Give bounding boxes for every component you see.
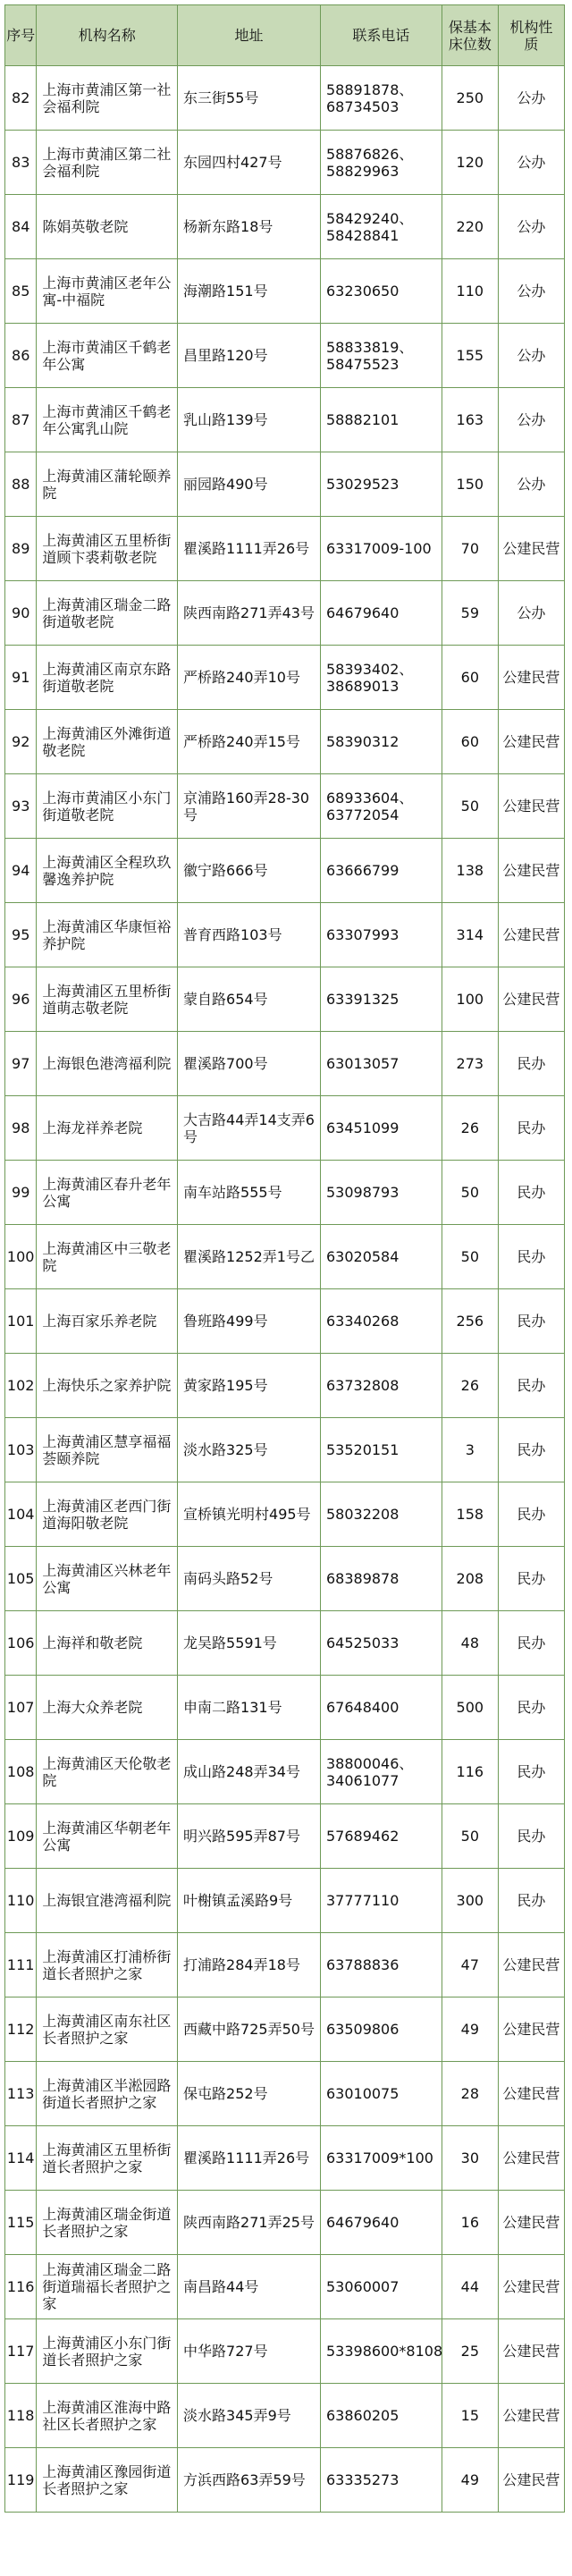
- cell-type: 民办: [498, 1354, 564, 1418]
- cell-phone: 37777110: [320, 1869, 442, 1933]
- cell-address: 严桥路240弄15号: [178, 710, 321, 774]
- cell-beds: 50: [442, 1804, 498, 1869]
- cell-phone: 63732808: [320, 1354, 442, 1418]
- cell-type: 公办: [498, 581, 564, 646]
- cell-address: 淡水路325号: [178, 1418, 321, 1482]
- cell-name: 上海黄浦区瑞金二路街道敬老院: [37, 581, 178, 646]
- cell-phone: 63340268: [320, 1289, 442, 1354]
- cell-beds: 70: [442, 517, 498, 581]
- cell-name: 上海黄浦区五里桥街道长者照护之家: [37, 2126, 178, 2191]
- table-row: [5, 388, 565, 452]
- cell-address: 普育西路103号: [178, 903, 321, 967]
- cell-beds: 155: [442, 324, 498, 388]
- cell-address: 蒙自路654号: [178, 967, 321, 1032]
- cell-address: 瞿溪路700号: [178, 1032, 321, 1096]
- cell-no: 94: [5, 839, 37, 903]
- cell-type: 民办: [498, 1289, 564, 1354]
- table-row: [5, 1869, 565, 1933]
- cell-name: 上海黄浦区豫园街道长者照护之家: [37, 2448, 178, 2513]
- cell-name: 上海龙祥养老院: [37, 1096, 178, 1161]
- cell-type: 民办: [498, 1161, 564, 1225]
- cell-type: 民办: [498, 1869, 564, 1933]
- cell-type: 民办: [498, 1804, 564, 1869]
- cell-name: 上海黄浦区天伦敬老院: [37, 1740, 178, 1804]
- table-row: [5, 517, 565, 581]
- cell-address: 申南二路131号: [178, 1676, 321, 1740]
- cell-address: 瞿溪路1111弄26号: [178, 517, 321, 581]
- table-row: [5, 1547, 565, 1611]
- cell-phone: 63317009-100: [320, 517, 442, 581]
- cell-no: 103: [5, 1418, 37, 1482]
- cell-address: 黄家路195号: [178, 1354, 321, 1418]
- cell-name: 上海黄浦区打浦桥街道长者照护之家: [37, 1933, 178, 1997]
- table-row: [5, 1096, 565, 1161]
- cell-no: 102: [5, 1354, 37, 1418]
- cell-beds: 26: [442, 1354, 498, 1418]
- cell-beds: 50: [442, 774, 498, 839]
- cell-phone: 58393402、38689013: [320, 646, 442, 710]
- cell-phone: 58429240、58428841: [320, 195, 442, 259]
- cell-phone: 68933604、63772054: [320, 774, 442, 839]
- cell-beds: 110: [442, 259, 498, 324]
- cell-type: 公办: [498, 66, 564, 131]
- table-row: [5, 774, 565, 839]
- cell-name: 上海市黄浦区千鹤老年公寓: [37, 324, 178, 388]
- cell-address: 陕西南路271弄25号: [178, 2191, 321, 2255]
- cell-no: 92: [5, 710, 37, 774]
- cell-name: 上海黄浦区华康恒裕养护院: [37, 903, 178, 967]
- cell-no: 89: [5, 517, 37, 581]
- cell-beds: 28: [442, 2062, 498, 2126]
- cell-beds: 50: [442, 1161, 498, 1225]
- cell-name: 上海黄浦区外滩街道敬老院: [37, 710, 178, 774]
- cell-phone: 63010075: [320, 2062, 442, 2126]
- cell-phone: 58891878、68734503: [320, 66, 442, 131]
- table-row: [5, 710, 565, 774]
- cell-type: 公建民营: [498, 2448, 564, 2513]
- cell-phone: 63666799: [320, 839, 442, 903]
- cell-address: 丽园路490号: [178, 452, 321, 517]
- cell-phone: 63307993: [320, 903, 442, 967]
- cell-beds: 273: [442, 1032, 498, 1096]
- cell-phone: 38800046、34061077: [320, 1740, 442, 1804]
- table-row: [5, 903, 565, 967]
- cell-beds: 49: [442, 1997, 498, 2062]
- cell-beds: 314: [442, 903, 498, 967]
- table-row: [5, 195, 565, 259]
- header-address: 地址: [178, 5, 321, 66]
- cell-no: 91: [5, 646, 37, 710]
- cell-address: 杨新东路18号: [178, 195, 321, 259]
- cell-name: 陈娟英敬老院: [37, 195, 178, 259]
- cell-no: 107: [5, 1676, 37, 1740]
- cell-address: 鲁班路499号: [178, 1289, 321, 1354]
- table-row: [5, 1032, 565, 1096]
- cell-name: 上海黄浦区小东门街道长者照护之家: [37, 2319, 178, 2384]
- cell-phone: 63317009*100: [320, 2126, 442, 2191]
- cell-name: 上海黄浦区春升老年公寓: [37, 1161, 178, 1225]
- cell-name: 上海黄浦区蒲轮颐养院: [37, 452, 178, 517]
- cell-phone: 53398600*8108: [320, 2319, 442, 2384]
- cell-type: 民办: [498, 1740, 564, 1804]
- cell-beds: 3: [442, 1418, 498, 1482]
- cell-name: 上海市黄浦区小东门街道敬老院: [37, 774, 178, 839]
- cell-address: 明兴路595弄87号: [178, 1804, 321, 1869]
- cell-address: 瞿溪路1111弄26号: [178, 2126, 321, 2191]
- cell-type: 民办: [498, 1096, 564, 1161]
- cell-type: 公建民营: [498, 2126, 564, 2191]
- cell-no: 95: [5, 903, 37, 967]
- cell-phone: 57689462: [320, 1804, 442, 1869]
- cell-beds: 208: [442, 1547, 498, 1611]
- cell-address: 打浦路284弄18号: [178, 1933, 321, 1997]
- cell-type: 民办: [498, 1676, 564, 1740]
- cell-name: 上海黄浦区老西门街道海阳敬老院: [37, 1482, 178, 1547]
- cell-no: 111: [5, 1933, 37, 1997]
- cell-beds: 300: [442, 1869, 498, 1933]
- table-row: [5, 967, 565, 1032]
- table-body: [5, 66, 565, 2513]
- cell-no: 108: [5, 1740, 37, 1804]
- cell-no: 116: [5, 2255, 37, 2319]
- cell-beds: 25: [442, 2319, 498, 2384]
- cell-address: 海潮路151号: [178, 259, 321, 324]
- cell-beds: 47: [442, 1933, 498, 1997]
- cell-no: 105: [5, 1547, 37, 1611]
- cell-beds: 120: [442, 131, 498, 195]
- cell-address: 瞿溪路1252弄1号乙: [178, 1225, 321, 1289]
- cell-name: 上海祥和敬老院: [37, 1611, 178, 1676]
- cell-type: 公建民营: [498, 839, 564, 903]
- cell-phone: 53029523: [320, 452, 442, 517]
- cell-address: 南昌路44号: [178, 2255, 321, 2319]
- cell-beds: 150: [442, 452, 498, 517]
- cell-no: 119: [5, 2448, 37, 2513]
- cell-phone: 63391325: [320, 967, 442, 1032]
- cell-address: 东园四村427号: [178, 131, 321, 195]
- cell-beds: 220: [442, 195, 498, 259]
- cell-no: 97: [5, 1032, 37, 1096]
- cell-name: 上海黄浦区瑞金街道长者照护之家: [37, 2191, 178, 2255]
- table-row: [5, 1482, 565, 1547]
- cell-no: 104: [5, 1482, 37, 1547]
- cell-beds: 15: [442, 2384, 498, 2448]
- cell-no: 106: [5, 1611, 37, 1676]
- cell-type: 公办: [498, 388, 564, 452]
- cell-beds: 50: [442, 1225, 498, 1289]
- cell-phone: 63335273: [320, 2448, 442, 2513]
- cell-name: 上海黄浦区瑞金二路街道瑞福长者照护之家: [37, 2255, 178, 2319]
- cell-no: 113: [5, 2062, 37, 2126]
- cell-beds: 44: [442, 2255, 498, 2319]
- cell-type: 民办: [498, 1611, 564, 1676]
- table-row: [5, 1418, 565, 1482]
- cell-beds: 30: [442, 2126, 498, 2191]
- cell-phone: 53520151: [320, 1418, 442, 1482]
- table-row: [5, 324, 565, 388]
- cell-name: 上海黄浦区南东社区长者照护之家: [37, 1997, 178, 2062]
- table-row: [5, 1225, 565, 1289]
- cell-phone: 53098793: [320, 1161, 442, 1225]
- cell-type: 公办: [498, 131, 564, 195]
- cell-beds: 100: [442, 967, 498, 1032]
- cell-no: 86: [5, 324, 37, 388]
- cell-type: 公办: [498, 195, 564, 259]
- cell-beds: 116: [442, 1740, 498, 1804]
- cell-address: 保屯路252号: [178, 2062, 321, 2126]
- cell-type: 公建民营: [498, 710, 564, 774]
- table-row: [5, 581, 565, 646]
- cell-name: 上海银色港湾福利院: [37, 1032, 178, 1096]
- table-row: [5, 131, 565, 195]
- cell-type: 公建民营: [498, 1997, 564, 2062]
- table-row: [5, 259, 565, 324]
- cell-beds: 500: [442, 1676, 498, 1740]
- cell-no: 90: [5, 581, 37, 646]
- cell-no: 110: [5, 1869, 37, 1933]
- cell-name: 上海市黄浦区第一社会福利院: [37, 66, 178, 131]
- cell-phone: 58390312: [320, 710, 442, 774]
- cell-beds: 250: [442, 66, 498, 131]
- table-row: [5, 452, 565, 517]
- cell-address: 南车站路555号: [178, 1161, 321, 1225]
- cell-phone: 63020584: [320, 1225, 442, 1289]
- cell-beds: 158: [442, 1482, 498, 1547]
- cell-phone: 58833819、58475523: [320, 324, 442, 388]
- cell-no: 118: [5, 2384, 37, 2448]
- table-row: [5, 66, 565, 131]
- table-row: [5, 1289, 565, 1354]
- cell-address: 宣桥镇光明村495号: [178, 1482, 321, 1547]
- cell-type: 公建民营: [498, 2191, 564, 2255]
- cell-no: 101: [5, 1289, 37, 1354]
- cell-phone: 53060007: [320, 2255, 442, 2319]
- cell-type: 公建民营: [498, 903, 564, 967]
- cell-beds: 60: [442, 710, 498, 774]
- cell-type: 公建民营: [498, 517, 564, 581]
- cell-no: 117: [5, 2319, 37, 2384]
- cell-type: 公办: [498, 324, 564, 388]
- cell-name: 上海百家乐养老院: [37, 1289, 178, 1354]
- cell-no: 115: [5, 2191, 37, 2255]
- cell-phone: 63451099: [320, 1096, 442, 1161]
- table-row: [5, 1611, 565, 1676]
- cell-phone: 68389878: [320, 1547, 442, 1611]
- cell-phone: 63509806: [320, 1997, 442, 2062]
- cell-no: 93: [5, 774, 37, 839]
- cell-beds: 256: [442, 1289, 498, 1354]
- table-row: [5, 839, 565, 903]
- cell-phone: 64525033: [320, 1611, 442, 1676]
- cell-name: 上海大众养老院: [37, 1676, 178, 1740]
- cell-no: 99: [5, 1161, 37, 1225]
- cell-phone: 63230650: [320, 259, 442, 324]
- cell-beds: 26: [442, 1096, 498, 1161]
- cell-phone: 63013057: [320, 1032, 442, 1096]
- cell-name: 上海黄浦区中三敬老院: [37, 1225, 178, 1289]
- cell-type: 公建民营: [498, 1933, 564, 1997]
- cell-type: 公建民营: [498, 774, 564, 839]
- cell-no: 96: [5, 967, 37, 1032]
- cell-name: 上海黄浦区慧享福福荟颐养院: [37, 1418, 178, 1482]
- cell-phone: 63860205: [320, 2384, 442, 2448]
- cell-type: 公建民营: [498, 967, 564, 1032]
- cell-beds: 49: [442, 2448, 498, 2513]
- cell-address: 方浜西路63弄59号: [178, 2448, 321, 2513]
- cell-phone: 58882101: [320, 388, 442, 452]
- table-row: [5, 2384, 565, 2448]
- cell-address: 淡水路345弄9号: [178, 2384, 321, 2448]
- cell-beds: 138: [442, 839, 498, 903]
- cell-name: 上海银宜港湾福利院: [37, 1869, 178, 1933]
- table-row: [5, 2062, 565, 2126]
- cell-phone: 58032208: [320, 1482, 442, 1547]
- table-row: [5, 1676, 565, 1740]
- cell-address: 南码头路52号: [178, 1547, 321, 1611]
- table-row: [5, 1997, 565, 2062]
- cell-no: 112: [5, 1997, 37, 2062]
- cell-no: 98: [5, 1096, 37, 1161]
- cell-address: 陕西南路271弄43号: [178, 581, 321, 646]
- institutions-table: [4, 4, 565, 2513]
- cell-type: 民办: [498, 1032, 564, 1096]
- cell-type: 民办: [498, 1547, 564, 1611]
- cell-name: 上海黄浦区五里桥街道顾卞裘莉敬老院: [37, 517, 178, 581]
- cell-name: 上海市黄浦区千鹤老年公寓乳山院: [37, 388, 178, 452]
- cell-address: 中华路727号: [178, 2319, 321, 2384]
- table-row: [5, 1740, 565, 1804]
- cell-type: 公办: [498, 452, 564, 517]
- cell-beds: 59: [442, 581, 498, 646]
- cell-phone: 63788836: [320, 1933, 442, 1997]
- cell-type: 公建民营: [498, 2384, 564, 2448]
- table-row: [5, 2448, 565, 2513]
- cell-address: 严桥路240弄10号: [178, 646, 321, 710]
- table-row: [5, 646, 565, 710]
- table-row: [5, 2191, 565, 2255]
- cell-phone: 64679640: [320, 2191, 442, 2255]
- header-row: [5, 5, 565, 66]
- table-row: [5, 1804, 565, 1869]
- cell-type: 民办: [498, 1225, 564, 1289]
- cell-type: 公办: [498, 259, 564, 324]
- cell-address: 东三街55号: [178, 66, 321, 131]
- cell-no: 87: [5, 388, 37, 452]
- cell-address: 成山路248弄34号: [178, 1740, 321, 1804]
- cell-type: 公建民营: [498, 646, 564, 710]
- cell-address: 西藏中路725弄50号: [178, 1997, 321, 2062]
- cell-name: 上海黄浦区全程玖玖馨逸养护院: [37, 839, 178, 903]
- cell-address: 龙吴路5591号: [178, 1611, 321, 1676]
- cell-name: 上海市黄浦区老年公寓-中福院: [37, 259, 178, 324]
- cell-no: 83: [5, 131, 37, 195]
- cell-address: 叶榭镇孟溪路9号: [178, 1869, 321, 1933]
- cell-type: 民办: [498, 1482, 564, 1547]
- cell-name: 上海黄浦区五里桥街道萌志敬老院: [37, 967, 178, 1032]
- header-name: 机构名称: [37, 5, 178, 66]
- cell-name: 上海快乐之家养护院: [37, 1354, 178, 1418]
- cell-no: 114: [5, 2126, 37, 2191]
- cell-no: 88: [5, 452, 37, 517]
- cell-name: 上海黄浦区淮海中路社区长者照护之家: [37, 2384, 178, 2448]
- cell-address: 大吉路44弄14支弄6号: [178, 1096, 321, 1161]
- cell-address: 昌里路120号: [178, 324, 321, 388]
- header-phone: 联系电话: [320, 5, 442, 66]
- cell-name: 上海黄浦区南京东路街道敬老院: [37, 646, 178, 710]
- cell-address: 京浦路160弄28-30号: [178, 774, 321, 839]
- table-row: [5, 1161, 565, 1225]
- cell-beds: 60: [442, 646, 498, 710]
- header-beds: 保基本床位数: [442, 5, 498, 66]
- cell-no: 84: [5, 195, 37, 259]
- cell-phone: 64679640: [320, 581, 442, 646]
- cell-no: 82: [5, 66, 37, 131]
- cell-type: 公建民营: [498, 2255, 564, 2319]
- cell-no: 100: [5, 1225, 37, 1289]
- table-row: [5, 1933, 565, 1997]
- cell-phone: 67648400: [320, 1676, 442, 1740]
- table-row: [5, 2255, 565, 2319]
- header-type: 机构性质: [498, 5, 564, 66]
- cell-no: 109: [5, 1804, 37, 1869]
- cell-name: 上海黄浦区兴林老年公寓: [37, 1547, 178, 1611]
- cell-type: 公建民营: [498, 2319, 564, 2384]
- cell-phone: 58876826、58829963: [320, 131, 442, 195]
- cell-address: 乳山路139号: [178, 388, 321, 452]
- cell-name: 上海黄浦区半淞园路街道长者照护之家: [37, 2062, 178, 2126]
- cell-address: 徽宁路666号: [178, 839, 321, 903]
- table-row: [5, 1354, 565, 1418]
- cell-name: 上海黄浦区华朝老年公寓: [37, 1804, 178, 1869]
- cell-beds: 16: [442, 2191, 498, 2255]
- cell-no: 85: [5, 259, 37, 324]
- cell-type: 民办: [498, 1418, 564, 1482]
- table-row: [5, 2126, 565, 2191]
- cell-beds: 48: [442, 1611, 498, 1676]
- cell-beds: 163: [442, 388, 498, 452]
- table-row: [5, 2319, 565, 2384]
- cell-name: 上海市黄浦区第二社会福利院: [37, 131, 178, 195]
- cell-type: 公建民营: [498, 2062, 564, 2126]
- header-no: 序号: [5, 5, 37, 66]
